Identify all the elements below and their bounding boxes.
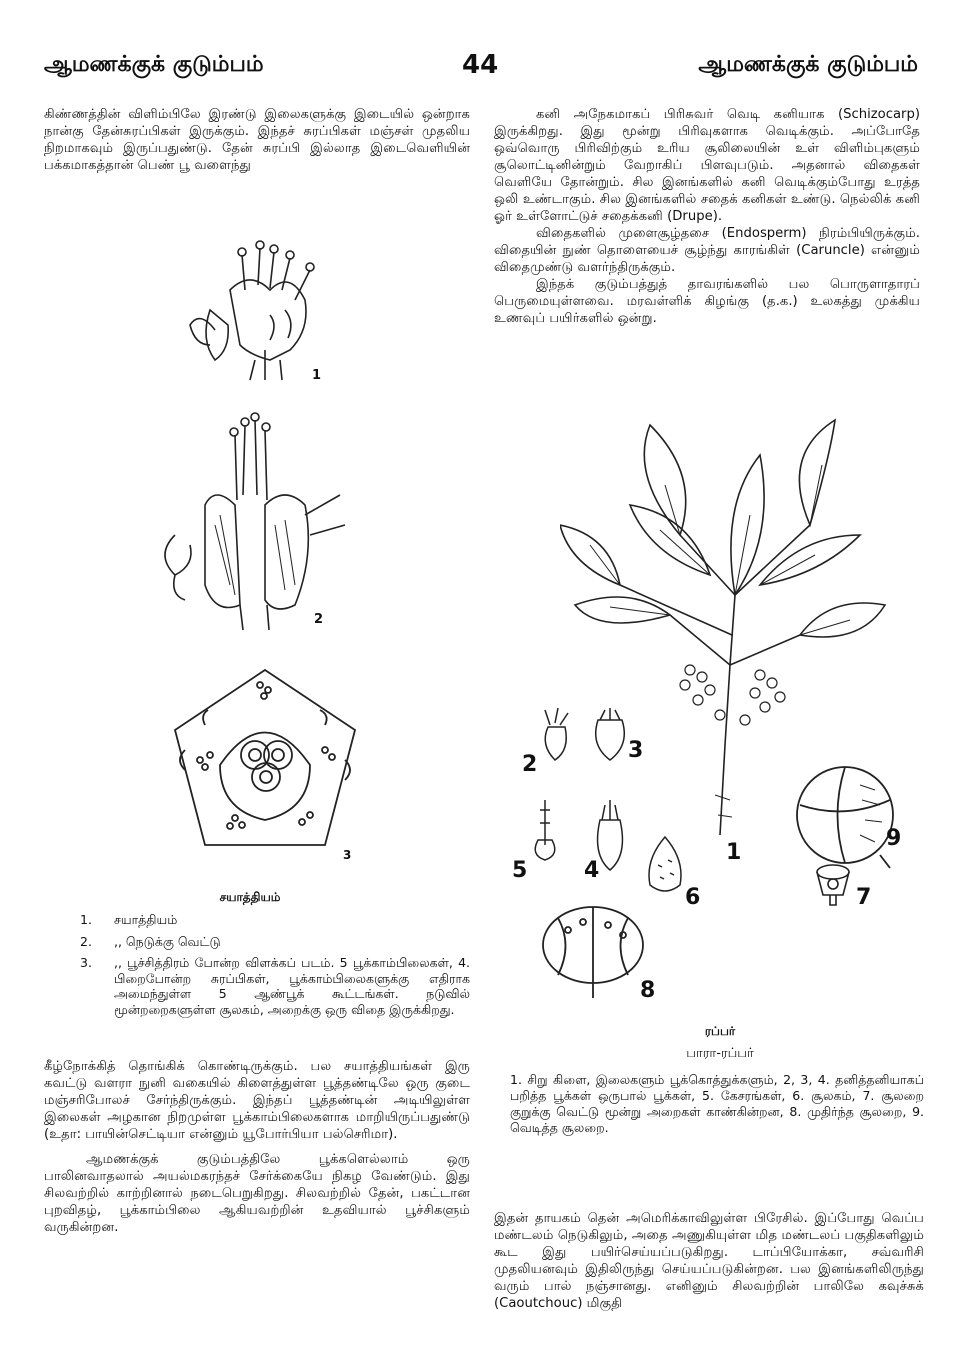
right-figure-label-9: 9 (886, 826, 902, 851)
rubber-ovary-illustration (640, 835, 690, 905)
legend-number: 2. (80, 933, 92, 949)
right-figure-label-3: 3 (628, 738, 644, 763)
right-figure-caption-subtitle: பாரா-ரப்பர் (686, 1046, 754, 1061)
legend-number: 3. (80, 955, 92, 971)
right-column-bottom-text (494, 1210, 924, 1312)
left-figure-label-1: 1 (312, 368, 322, 383)
right-figure-label-8: 8 (640, 978, 656, 1003)
legend-text: ,, பூச்சித்திரம் போன்ற விளக்கப் படம். 5 பூக்காம்பிலைகள், 4. பிறைபோன்ற சுரப்பிகள், பூக்காம்பிலைகளுக்கு எதிராக அமைந்துள்ள 5 ஆண்பூக் கூட்டங்கள். நடுவில் மூன்றறைகளுள்ள சூலகம், அறைக்கு ஒரு விதை இருக்கிறது. (114, 955, 470, 1017)
right-bottom-paragraph: இதன் தாயகம் தென் அமெரிக்காவிலுள்ள பிரேசில். இப்போது வெப்ப மண்டலம் நெடுகிலும், அதை அணுகியுள்ள மித மண்டலப் பகுதிகளிலும் கூட இது பயிர்செய்யப்படுகிறது. டாப்பியோக்கா, சவ்வரிசி முதலியனவும் இதிலிருந்து செய்யப்படுகின்றன. பல இனங்களிலிருந்து வரும் பால் நஞ்சானது. எனினும் சிலவற்றின் பாலிலே கவுச்சுக் (Caoutchouc) மிகுதி (494, 1211, 924, 1311)
cyathium-floral-diagram (160, 660, 370, 860)
left-figure-caption: சயாத்தியம் (219, 890, 281, 904)
right-figure-label-1: 1 (726, 840, 742, 865)
legend-text: ,, நெடுக்கு வெட்டு (114, 933, 221, 949)
right-top-paragraph-3: இந்தக் குடும்பத்துத் தாவரங்களில் பல பொருளாதாரப் பெருமையுள்ளவை. மரவள்ளிக் கிழங்கு (த.க.) உலகத்து முக்கிய உணவுப் பயிர்களில் ஒன்று. (494, 277, 920, 326)
left-column-bottom-text (44, 1058, 470, 1236)
cyathium-illustration-2 (145, 405, 365, 635)
right-top-paragraph-2: விதைகளில் முளைசூழ்தசை (Endosperm) நிரம்பியிருக்கும். விதையின் நுண் தொளையைச் சூழ்ந்து காரங்கிள் (Caruncle) என்னும் விதைமுண்டு வளர்ந்திருக்கும். (494, 226, 920, 275)
right-figure-label-5: 5 (512, 858, 528, 883)
right-column-top-text (494, 106, 920, 327)
header-right-title: ஆமணக்குக் குடும்பம் (698, 52, 918, 77)
left-top-paragraph: கிண்ணத்தின் விளிம்பிலே இரண்டு இலைகளுக்கு இடையில் ஒன்றாக நான்கு தேன்சுரப்பிகள் இருக்கும். இந்தச் சுரப்பிகள் மஞ்சள் முதலிய நிறமாகவும் இருப்பதுண்டு. தேன் சுரப்பி இல்லாத இடைவெளியின் பக்கமாகத்தான் பெண் பூ வளைந்து (44, 107, 470, 173)
left-bottom-paragraph-1: கீழ்நோக்கித் தொங்கிக் கொண்டிருக்கும். பல சயாத்தியங்கள் இரு கவட்டு வளரா நுனி வகையில் கிளைத்துள்ள பூத்தண்டிலே ஒரு குடை மஞ்சரிபோலச் சேர்ந்திருக்கும். இந்தப் பூத்தண்டின் அடியிலுள்ள இலைகள் அழகான நிறமுள்ள பூக்காம்பிலைகளாக மாறியிருப்பதுண்டு (உதா: பாயின்செட்டியா என்னும் யூபோர்பியா பல்செரிமா). (44, 1059, 470, 1142)
left-column-top-text (44, 106, 470, 174)
cyathium-illustration-1 (170, 230, 340, 390)
legend-text: சயாத்தியம் (114, 912, 178, 927)
right-figure-caption-title: ரப்பர் (704, 1024, 736, 1038)
right-figure-label-2: 2 (522, 752, 538, 777)
right-figure-label-6: 6 (685, 885, 701, 910)
left-bottom-paragraph-2: ஆமணக்குக் குடும்பத்திலே பூக்களெல்லாம் ஒரு பாலினவாதலால் அயல்மகரந்தச் சேர்க்கையே நிகழ வேண்டும். இது சிலவற்றில் காற்றினால் நடைபெறுகிறது. சிலவற்றில் தேன், பகட்டான புறவிதழ், பூக்காம்பிலை ஆகியவற்றின் உதவியால் பூச்சிகளும் வருகின்றன. (44, 1152, 470, 1235)
page-number: 44 (462, 50, 499, 80)
rubber-ovary-cross-section (808, 860, 858, 910)
left-figure-label-2: 2 (314, 612, 324, 627)
right-top-paragraph-1: கனி அநேகமாகப் பிரிசுவர் வெடி கனியாக (Schizocarp) இருக்கிறது. இது மூன்று பிரிவுகளாக வெடிக்கும். அப்போதே ஒவ்வொரு பிரிவிற்கும் உரிய சூலிலையின் உள் விளிம்புகளும் சூலொட்டினின்றும் வேறாகிப் பிளவுபடும். அதனால் விதைகள் வெளியே தோன்றும். சில இனங்களில் கனி வெடிக்கும்போது உரத்த ஒலி உண்டாகும். சில இனங்களில் சதைக் கனிகள் உண்டு. நெல்லிக் கனி ஓர் உள்ளோட்டுச் சதைக்கனி (Drupe). (494, 107, 920, 224)
rubber-mature-fruit (538, 900, 648, 1000)
left-figure-legend (80, 912, 470, 1018)
left-figure-label-3: 3 (343, 848, 352, 862)
legend-row (80, 912, 470, 928)
right-figure-legend: 1. சிறு கிளை, இலைகளும் பூக்கொத்துக்களும், 2, 3, 4. தனித்தனியாகப் பறித்த பூக்கள் ஒருபால் பூக்கள், 5. கேசரங்கள், 6. சூலகம், 7. சூலறை குறுக்கு வெட்டு மூன்று அறைகள் காண்கின்றன, 8. முதிர்ந்த சூலறை, 9. வெடித்த சூலறை. (510, 1072, 924, 1135)
legend-row (80, 955, 470, 1017)
header-left-title: ஆமணக்குக் குடும்பம் (44, 52, 264, 77)
right-figure-label-4: 4 (584, 858, 600, 883)
legend-row (80, 934, 470, 950)
rubber-seed-capsule (790, 760, 900, 870)
legend-number: 1. (80, 912, 92, 927)
right-figure-label-7: 7 (856, 885, 872, 910)
